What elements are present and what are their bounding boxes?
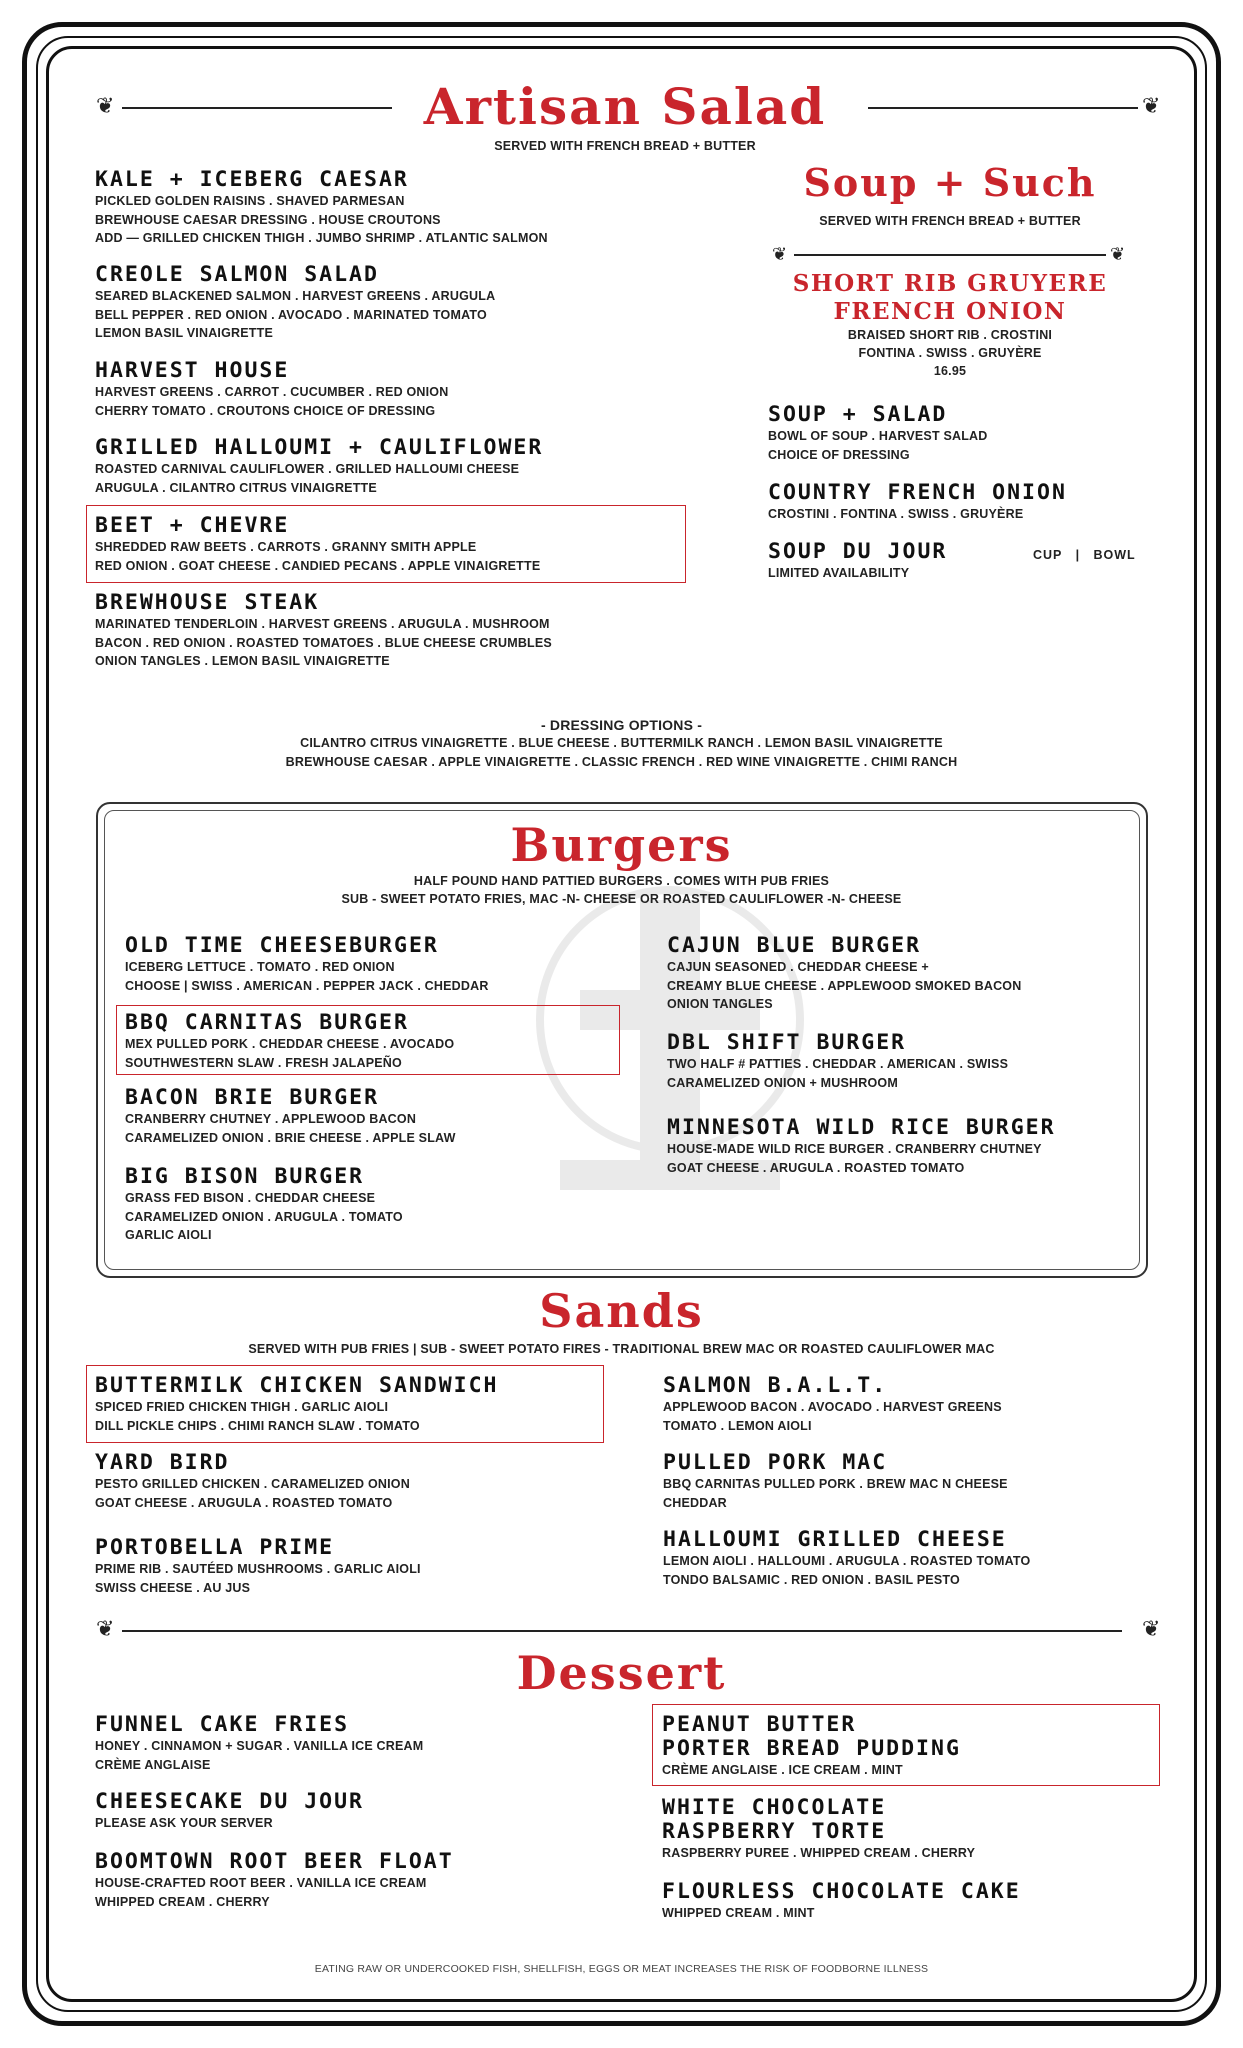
item-desc: APPLEWOOD BACON . AVOCADO . HARVEST GREENS — [663, 1400, 1002, 1414]
scroll-ornament-icon: ❦ — [1110, 244, 1126, 265]
item-desc: CHEDDAR — [663, 1495, 727, 1510]
menu-item — [95, 1536, 421, 1597]
item-desc: ICEBERG LETTUCE . TOMATO . RED ONION — [125, 960, 395, 974]
menu-item — [125, 1165, 403, 1245]
menu-item — [95, 436, 543, 497]
scroll-ornament-icon: ❦ — [772, 244, 788, 265]
menu-item — [662, 1796, 975, 1863]
item-name: SOUP + SALAD — [768, 402, 948, 427]
menu-item — [95, 263, 495, 343]
item-desc: CHERRY TOMATO . CROUTONS CHOICE OF DRESSING — [95, 403, 436, 418]
item-desc: PRIME RIB . SAUTÉED MUSHROOMS . GARLIC AIOLI — [95, 1562, 421, 1576]
item-desc: RASPBERRY PUREE . WHIPPED CREAM . CHERRY — [662, 1846, 976, 1860]
item-desc: PICKLED GOLDEN RAISINS . SHAVED PARMESAN — [95, 194, 405, 208]
salad-subtitle: SERVED WITH FRENCH BREAD + BUTTER — [494, 139, 756, 153]
item-desc: ADD — GRILLED CHICKEN THIGH . JUMBO SHRIMP . ATLANTIC SALMON — [95, 231, 548, 245]
item-desc: RED ONION . GOAT CHEESE . CANDIED PECANS . APPLE VINAIGRETTE — [95, 558, 541, 573]
dressing-heading: - DRESSING OPTIONS - — [540, 717, 703, 733]
soup-subtitle: SERVED WITH FRENCH BREAD + BUTTER — [819, 214, 1081, 228]
item-name: BEET + CHEVRE — [95, 513, 290, 538]
item-desc: CRÈME ANGLAISE — [95, 1757, 211, 1772]
item-desc: SEARED BLACKENED SALMON . HARVEST GREENS . ARUGULA — [95, 289, 496, 303]
item-desc: CARAMELIZED ONION . BRIE CHEESE . APPLE SLAW — [125, 1130, 456, 1145]
item-desc: CRÈME ANGLAISE . ICE CREAM . MINT — [662, 1763, 903, 1777]
item-desc: BBQ CARNITAS PULLED PORK . BREW MAC N CHEESE — [663, 1477, 1008, 1491]
cup-bowl-label: CUP | BOWL — [1033, 548, 1136, 562]
item-desc: LIMITED AVAILABILITY — [768, 566, 910, 580]
item-desc: MEX PULLED PORK . CHEDDAR CHEESE . AVOCADO — [125, 1037, 455, 1051]
item-desc: CROSTINI . FONTINA . SWISS . GRUYÈRE — [768, 507, 1024, 521]
item-name: CREOLE SALMON SALAD — [95, 262, 379, 287]
item-desc: HOUSE-MADE WILD RICE BURGER . CRANBERRY CHUTNEY — [667, 1142, 1042, 1156]
item-desc: DILL PICKLE CHIPS . CHIMI RANCH SLAW . TOMATO — [95, 1418, 420, 1433]
item-desc: HARVEST GREENS . CARROT . CUCUMBER . RED ONION — [95, 385, 449, 399]
item-desc: PLEASE ASK YOUR SERVER — [95, 1816, 273, 1830]
item-desc: WHIPPED CREAM . MINT — [662, 1906, 815, 1920]
scroll-ornament-icon: ❦ — [96, 1617, 115, 1642]
feature-soup-name: SHORT RIB GRUYERE — [792, 270, 1108, 297]
menu-item — [95, 1713, 423, 1774]
item-desc: CAJUN SEASONED . CHEDDAR CHEESE + — [667, 960, 929, 974]
menu-item — [125, 934, 489, 995]
menu-item — [667, 1031, 1008, 1092]
divider-line — [122, 107, 392, 109]
item-name: CAJUN BLUE BURGER — [667, 933, 922, 958]
item-desc: ARUGULA . CILANTRO CITRUS VINAIGRETTE — [95, 480, 377, 495]
item-desc: SHREDDED RAW BEETS . CARROTS . GRANNY SMITH APPLE — [95, 540, 477, 554]
item-desc: CHOOSE | SWISS . AMERICAN . PEPPER JACK . CHEDDAR — [125, 978, 489, 993]
burgers-subtitle: SUB - SWEET POTATO FRIES, MAC -N- CHEESE OR ROASTED CAULIFLOWER -N- CHEESE — [341, 892, 902, 906]
item-name: OLD TIME CHEESEBURGER — [125, 933, 439, 958]
item-desc: BACON . RED ONION . ROASTED TOMATOES . BLUE CHEESE CRUMBLES — [95, 635, 552, 650]
item-desc: CARAMELIZED ONION + MUSHROOM — [667, 1075, 898, 1090]
item-name: HARVEST HOUSE — [95, 358, 290, 383]
soup-section-title: Soup + Such — [803, 160, 1097, 205]
menu-item — [125, 1011, 454, 1072]
item-desc: SWISS CHEESE . AU JUS — [95, 1580, 251, 1595]
menu-item — [95, 1374, 499, 1435]
item-desc: CRANBERRY CHUTNEY . APPLEWOOD BACON — [125, 1112, 417, 1126]
feature-soup-desc: FONTINA . SWISS . GRUYÈRE — [858, 346, 1042, 360]
menu-item — [95, 514, 540, 575]
item-name: SOUP DU JOUR — [768, 539, 948, 564]
item-name: WHITE CHOCOLATE — [662, 1795, 887, 1820]
item-name: MINNESOTA WILD RICE BURGER — [667, 1115, 1056, 1140]
item-name: DBL SHIFT BURGER — [667, 1030, 907, 1055]
item-desc: HONEY . CINNAMON + SUGAR . VANILLA ICE CREAM — [95, 1739, 424, 1753]
scroll-ornament-icon: ❦ — [1142, 1617, 1161, 1642]
burgers-subtitle: HALF POUND HAND PATTIED BURGERS . COMES WITH PUB FRIES — [413, 874, 830, 888]
item-name: BIG BISON BURGER — [125, 1164, 365, 1189]
item-desc: LEMON AIOLI . HALLOUMI . ARUGULA . ROASTED TOMATO — [663, 1554, 1031, 1568]
menu-item — [768, 403, 988, 464]
item-desc: MARINATED TENDERLOIN . HARVEST GREENS . ARUGULA . MUSHROOM — [95, 617, 550, 631]
item-name: PEANUT BUTTER — [662, 1712, 857, 1737]
item-name: CHEESECAKE DU JOUR — [95, 1789, 364, 1814]
item-desc: CARAMELIZED ONION . ARUGULA . TOMATO — [125, 1209, 403, 1224]
menu-item — [95, 1790, 364, 1833]
menu-item — [95, 168, 548, 248]
item-desc: HOUSE-CRAFTED ROOT BEER . VANILLA ICE CREAM — [95, 1876, 427, 1890]
item-name: KALE + ICEBERG CAESAR — [95, 167, 409, 192]
divider-line — [122, 1630, 1122, 1632]
menu-item — [95, 591, 552, 671]
dessert-section-title: Dessert — [516, 1646, 727, 1700]
item-desc: BOWL OF SOUP . HARVEST SALAD — [768, 429, 988, 443]
item-name: SALMON B.A.L.T. — [663, 1373, 888, 1398]
item-desc: CREAMY BLUE CHEESE . APPLEWOOD SMOKED BACON — [667, 978, 1022, 993]
item-desc: ROASTED CARNIVAL CAULIFLOWER . GRILLED HALLOUMI CHEESE — [95, 462, 520, 476]
menu-item — [125, 1086, 456, 1147]
item-name: BBQ CARNITAS BURGER — [125, 1010, 409, 1035]
feature-soup-desc: BRAISED SHORT RIB . CROSTINI — [847, 328, 1053, 342]
foodborne-disclaimer: EATING RAW OR UNDERCOOKED FISH, SHELLFISH, EGGS OR MEAT INCREASES THE RISK OF FOODBORNE ILLNESS — [314, 1963, 929, 1975]
item-desc: PESTO GRILLED CHICKEN . CARAMELIZED ONION — [95, 1477, 410, 1491]
item-name: FUNNEL CAKE FRIES — [95, 1712, 350, 1737]
menu-item — [95, 1850, 454, 1911]
item-name: HALLOUMI GRILLED CHEESE — [663, 1527, 1007, 1552]
item-desc: BELL PEPPER . RED ONION . AVOCADO . MARINATED TOMATO — [95, 307, 487, 322]
item-name: COUNTRY FRENCH ONION — [768, 480, 1067, 505]
item-name: BACON BRIE BURGER — [125, 1085, 380, 1110]
menu-item — [667, 1116, 1056, 1177]
menu-item — [768, 540, 947, 583]
item-desc: GRASS FED BISON . CHEDDAR CHEESE — [125, 1191, 376, 1205]
item-desc: SOUTHWESTERN SLAW . FRESH JALAPEÑO — [125, 1055, 402, 1070]
item-name: YARD BIRD — [95, 1450, 230, 1475]
item-desc: LEMON BASIL VINAIGRETTE — [95, 326, 273, 340]
salad-section-title: Artisan Salad — [423, 77, 827, 136]
item-desc: TWO HALF # PATTIES . CHEDDAR . AMERICAN . SWISS — [667, 1057, 1009, 1071]
item-desc: GARLIC AIOLI — [125, 1228, 212, 1242]
item-desc: GOAT CHEESE . ARUGULA . ROASTED TOMATO — [95, 1495, 393, 1510]
item-desc: GOAT CHEESE . ARUGULA . ROASTED TOMATO — [667, 1160, 965, 1175]
item-name: RASPBERRY TORTE — [662, 1819, 887, 1844]
sands-section-title: Sands — [539, 1284, 704, 1338]
item-name: PULLED PORK MAC — [663, 1450, 888, 1475]
item-desc: ONION TANGLES — [667, 997, 773, 1011]
scroll-ornament-icon: ❦ — [96, 94, 115, 119]
divider-line — [794, 254, 1106, 256]
dressing-options: CILANTRO CITRUS VINAIGRETTE . BLUE CHEESE . BUTTERMILK RANCH . LEMON BASIL VINAIGRETTE — [300, 736, 943, 750]
item-desc: SPICED FRIED CHICKEN THIGH . GARLIC AIOLI — [95, 1400, 389, 1414]
item-name: GRILLED HALLOUMI + CAULIFLOWER — [95, 435, 544, 460]
feature-soup-price: 16.95 — [933, 364, 967, 378]
item-desc: TONDO BALSAMIC . RED ONION . BASIL PESTO — [663, 1572, 960, 1587]
menu-item — [663, 1451, 1008, 1512]
menu-item — [95, 1451, 410, 1512]
item-name: BREWHOUSE STEAK — [95, 590, 320, 615]
sands-subtitle: SERVED WITH PUB FRIES | SUB - SWEET POTATO FIRES - TRADITIONAL BREW MAC OR ROASTED CAULIFLOWER MAC — [248, 1342, 995, 1356]
scroll-ornament-icon: ❦ — [1142, 94, 1161, 119]
item-desc: TOMATO . LEMON AIOLI — [663, 1418, 812, 1433]
item-desc: ONION TANGLES . LEMON BASIL VINAIGRETTE — [95, 654, 390, 668]
item-desc: CHOICE OF DRESSING — [768, 447, 910, 462]
item-desc: WHIPPED CREAM . CHERRY — [95, 1894, 270, 1909]
menu-item — [667, 934, 1021, 1014]
item-name: BOOMTOWN ROOT BEER FLOAT — [95, 1849, 454, 1874]
item-name: BUTTERMILK CHICKEN SANDWICH — [95, 1373, 499, 1398]
menu-item — [662, 1713, 961, 1780]
item-name: PORTER BREAD PUDDING — [662, 1736, 961, 1761]
menu-item — [663, 1528, 1030, 1589]
dressing-options: BREWHOUSE CAESAR . APPLE VINAIGRETTE . CLASSIC FRENCH . RED WINE VINAIGRETTE . CHIMI RANCH — [285, 755, 958, 769]
menu-item — [768, 481, 1067, 524]
menu-item — [663, 1374, 1002, 1435]
menu-item — [662, 1880, 1021, 1923]
item-name: FLOURLESS CHOCOLATE CAKE — [662, 1879, 1021, 1904]
divider-line — [868, 107, 1138, 109]
feature-soup-name: FRENCH ONION — [833, 298, 1067, 325]
item-desc: BREWHOUSE CAESAR DRESSING . HOUSE CROUTONS — [95, 212, 441, 227]
burgers-section-title: Burgers — [510, 818, 733, 872]
menu-item — [95, 359, 448, 420]
item-name: PORTOBELLA PRIME — [95, 1535, 335, 1560]
